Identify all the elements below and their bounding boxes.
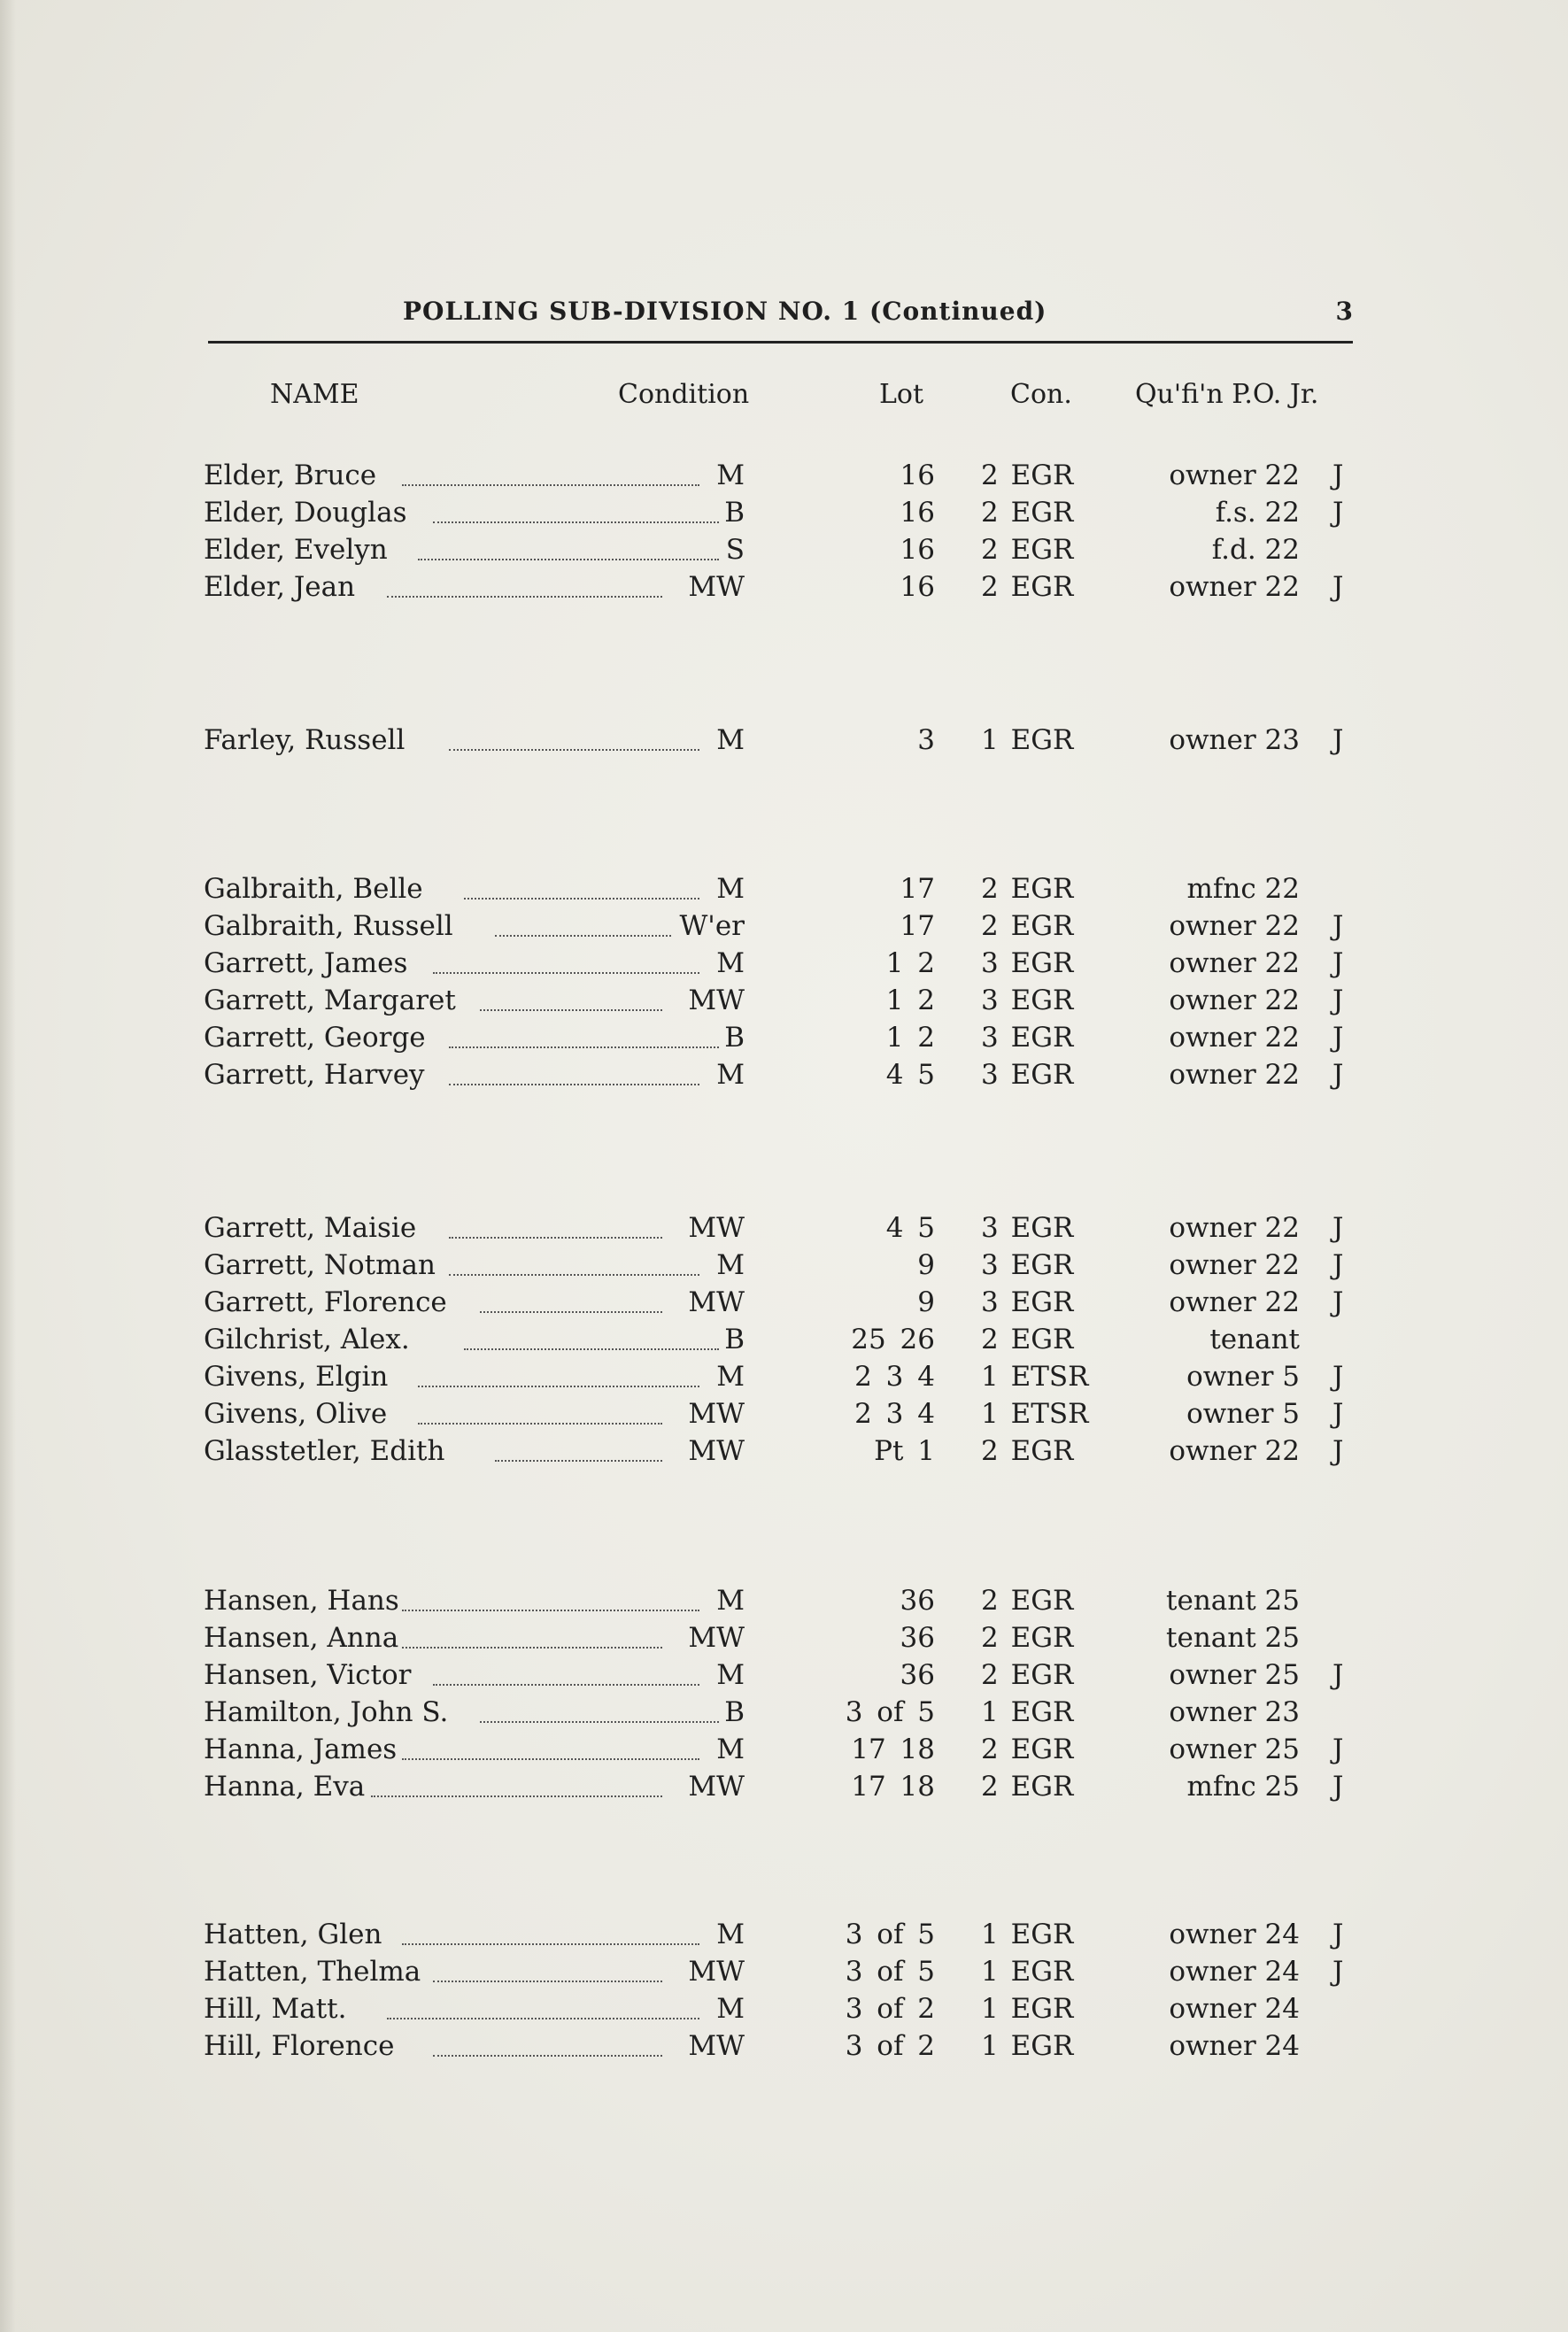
voter-qualification: owner 23: [1169, 724, 1300, 756]
voter-condition: MW: [688, 1286, 745, 1318]
voter-juror-mark: J: [1332, 1919, 1344, 1950]
voter-qualification: mfnc 25: [1186, 1771, 1300, 1803]
column-header-qualification: Qu'fi'n P.O. Jr.: [1135, 379, 1319, 410]
dotted-leader: [495, 935, 671, 937]
voter-qualification: owner 22: [1169, 910, 1300, 942]
voter-juror-mark: J: [1332, 724, 1344, 756]
voter-qualification: owner 23: [1169, 1696, 1300, 1728]
voter-concession: 2 EGR: [981, 1771, 1074, 1803]
voter-juror-mark: J: [1332, 1022, 1344, 1054]
voter-qualification: owner 22: [1169, 1212, 1300, 1244]
voter-juror-mark: J: [1332, 1249, 1344, 1281]
voter-qualification: owner 22: [1169, 1286, 1300, 1318]
voter-condition: M: [716, 459, 745, 491]
voter-concession: 2 EGR: [981, 1435, 1074, 1467]
voter-concession: 1 EGR: [981, 2030, 1074, 2062]
dotted-leader: [433, 972, 699, 974]
table-row: [0, 1022, 1568, 1059]
voter-condition: M: [716, 1059, 745, 1091]
voter-lot: 36: [900, 1585, 935, 1617]
voter-concession: 3 EGR: [981, 947, 1074, 979]
voter-lot: 16: [900, 459, 935, 491]
voter-lot: 9: [917, 1249, 935, 1281]
table-row: [0, 459, 1568, 497]
voter-juror-mark: J: [1332, 1212, 1344, 1244]
voter-qualification: owner 25: [1169, 1659, 1300, 1691]
voter-condition: B: [724, 1324, 745, 1355]
voter-juror-mark: J: [1332, 571, 1344, 603]
dotted-leader: [402, 484, 699, 486]
voter-lot: 3 of 5: [845, 1956, 935, 1988]
table-row: [0, 534, 1568, 571]
voter-juror-mark: J: [1332, 985, 1344, 1016]
voter-condition: S: [725, 534, 745, 566]
voter-juror-mark: J: [1332, 1398, 1344, 1430]
voter-name: Glasstetler, Edith: [204, 1435, 445, 1467]
page-number: 3: [1335, 297, 1353, 326]
voter-condition: M: [716, 873, 745, 905]
voter-concession: 3 EGR: [981, 1059, 1074, 1091]
dotted-leader: [433, 521, 719, 523]
voter-lot: 17: [900, 910, 935, 942]
dotted-leader: [449, 1237, 663, 1239]
page-title: POLLING SUB-DIVISION NO. 1 (Continued): [403, 297, 1047, 326]
voter-qualification: owner 24: [1169, 1956, 1300, 1988]
voter-lot: 16: [900, 497, 935, 529]
voter-name: Galbraith, Russell: [204, 910, 453, 942]
voter-lot: 4 5: [885, 1059, 935, 1091]
table-row: [0, 1435, 1568, 1472]
voter-condition: MW: [688, 2030, 745, 2062]
dotted-leader: [402, 1647, 662, 1649]
voter-name: Gilchrist, Alex.: [204, 1324, 410, 1355]
voter-name: Garrett, George: [204, 1022, 426, 1054]
voter-lot: Pt 1: [874, 1435, 935, 1467]
dotted-leader: [480, 1311, 663, 1313]
voter-condition: M: [716, 1585, 745, 1617]
voter-name: Elder, Jean: [204, 571, 356, 603]
voter-qualification: owner 22: [1169, 459, 1300, 491]
voter-name: Hansen, Anna: [204, 1622, 399, 1654]
voter-concession: 2 EGR: [981, 1734, 1074, 1765]
voter-name: Hansen, Victor: [204, 1659, 412, 1691]
dotted-leader: [387, 2018, 700, 2019]
dotted-leader: [402, 1610, 699, 1611]
dotted-leader: [402, 1758, 699, 1760]
voter-name: Garrett, Maisie: [204, 1212, 417, 1244]
voter-concession: 1 EGR: [981, 1993, 1074, 2025]
table-row: [0, 1361, 1568, 1398]
voter-juror-mark: J: [1332, 459, 1344, 491]
voter-lot: 1 2: [885, 985, 935, 1016]
dotted-leader: [495, 1460, 662, 1462]
voter-concession: 3 EGR: [981, 1249, 1074, 1281]
voter-concession: 2 EGR: [981, 1659, 1074, 1691]
dotted-leader: [402, 1943, 699, 1945]
voter-concession: 2 EGR: [981, 571, 1074, 603]
voter-name: Hill, Florence: [204, 2030, 395, 2062]
voter-condition: MW: [688, 1435, 745, 1467]
table-row: [0, 1919, 1568, 1956]
voter-name: Farley, Russell: [204, 724, 406, 756]
dotted-leader: [371, 1795, 662, 1797]
voter-qualification: owner 5: [1186, 1398, 1300, 1430]
voter-concession: 1 EGR: [981, 724, 1074, 756]
voter-lot: 17 18: [851, 1771, 935, 1803]
dotted-leader: [433, 1684, 699, 1686]
voter-condition: M: [716, 1919, 745, 1950]
voter-concession: 1 EGR: [981, 1696, 1074, 1728]
voter-concession: 1 EGR: [981, 1919, 1074, 1950]
voter-qualification: owner 22: [1169, 1249, 1300, 1281]
dotted-leader: [418, 559, 720, 560]
dotted-leader: [480, 1009, 663, 1011]
voter-lot: 17 18: [851, 1734, 935, 1765]
voter-concession: 3 EGR: [981, 1286, 1074, 1318]
voter-name: Garrett, Florence: [204, 1286, 447, 1318]
voter-lot: 36: [900, 1659, 935, 1691]
voter-juror-mark: J: [1332, 910, 1344, 942]
voter-qualification: f.d. 22: [1211, 534, 1300, 566]
table-row: [0, 497, 1568, 534]
table-row: [0, 571, 1568, 608]
voter-condition: MW: [688, 1398, 745, 1430]
table-row: [0, 1212, 1568, 1249]
voter-concession: 2 EGR: [981, 1324, 1074, 1355]
voter-concession: 3 EGR: [981, 985, 1074, 1016]
voter-name: Givens, Olive: [204, 1398, 388, 1430]
voter-condition: MW: [688, 1622, 745, 1654]
voter-name: Hatten, Glen: [204, 1919, 382, 1950]
voter-condition: MW: [688, 1956, 745, 1988]
voter-concession: 2 EGR: [981, 873, 1074, 905]
dotted-leader: [464, 1348, 719, 1350]
voter-condition: MW: [688, 1771, 745, 1803]
voter-lot: 3: [917, 724, 935, 756]
voter-qualification: mfnc 22: [1186, 873, 1300, 905]
voter-juror-mark: J: [1332, 1286, 1344, 1318]
voter-name: Garrett, Harvey: [204, 1059, 425, 1091]
dotted-leader: [449, 1274, 700, 1276]
voter-concession: 1 ETSR: [981, 1398, 1089, 1430]
voter-name: Garrett, Notman: [204, 1249, 436, 1281]
voter-qualification: owner 22: [1169, 571, 1300, 603]
voter-concession: 2 EGR: [981, 910, 1074, 942]
column-header-condition: Condition: [618, 379, 750, 410]
voter-juror-mark: J: [1332, 1771, 1344, 1803]
voter-juror-mark: J: [1332, 947, 1344, 979]
voter-condition: M: [716, 1659, 745, 1691]
voter-concession: 3 EGR: [981, 1212, 1074, 1244]
column-header-lot: Lot: [879, 379, 924, 410]
voter-concession: 2 EGR: [981, 459, 1074, 491]
voter-lot: 9: [917, 1286, 935, 1318]
dotted-leader: [387, 596, 663, 598]
voter-condition: M: [716, 1361, 745, 1393]
voter-name: Hanna, James: [204, 1734, 398, 1765]
table-row: [0, 873, 1568, 910]
voter-name: Hansen, Hans: [204, 1585, 399, 1617]
table-row: [0, 1324, 1568, 1361]
voter-name: Hill, Matt.: [204, 1993, 347, 2025]
voter-juror-mark: J: [1332, 1734, 1344, 1765]
voter-juror-mark: J: [1332, 1659, 1344, 1691]
voter-name: Elder, Douglas: [204, 497, 407, 529]
voter-qualification: tenant: [1209, 1324, 1300, 1355]
dotted-leader: [480, 1721, 720, 1723]
table-row: [0, 1585, 1568, 1622]
voter-condition: B: [724, 497, 745, 529]
dotted-leader: [449, 1046, 720, 1048]
table-row: [0, 985, 1568, 1022]
voter-name: Garrett, Margaret: [204, 985, 456, 1016]
voter-juror-mark: J: [1332, 1956, 1344, 1988]
voter-lot: 2 3 4: [854, 1398, 935, 1430]
voter-qualification: tenant 25: [1166, 1585, 1300, 1617]
voter-lot: 2 3 4: [854, 1361, 935, 1393]
column-header-con: Con.: [1010, 379, 1072, 410]
voter-lot: 1 2: [885, 1022, 935, 1054]
voter-juror-mark: J: [1332, 1361, 1344, 1393]
voter-name: Givens, Elgin: [204, 1361, 389, 1393]
voter-lot: 4 5: [885, 1212, 935, 1244]
voter-concession: 1 ETSR: [981, 1361, 1089, 1393]
voter-lot: 1 2: [885, 947, 935, 979]
voter-lot: 3 of 5: [845, 1919, 935, 1950]
voter-name: Galbraith, Belle: [204, 873, 423, 905]
voter-name: Garrett, James: [204, 947, 408, 979]
voter-condition: M: [716, 1993, 745, 2025]
dotted-leader: [449, 749, 700, 751]
table-row: [0, 1696, 1568, 1734]
voter-qualification: owner 22: [1169, 947, 1300, 979]
table-row: [0, 910, 1568, 947]
table-row: [0, 1398, 1568, 1435]
voter-name: Elder, Evelyn: [204, 534, 388, 566]
voter-lot: 17: [900, 873, 935, 905]
column-header-name: NAME: [270, 379, 359, 410]
voter-qualification: owner 5: [1186, 1361, 1300, 1393]
voter-juror-mark: J: [1332, 1059, 1344, 1091]
voter-condition: M: [716, 1249, 745, 1281]
voter-concession: 3 EGR: [981, 1022, 1074, 1054]
voter-lot: 16: [900, 534, 935, 566]
voter-condition: W'er: [679, 910, 745, 942]
voter-concession: 1 EGR: [981, 1956, 1074, 1988]
dotted-leader: [433, 1981, 662, 1982]
voter-lot: 3 of 2: [845, 2030, 935, 2062]
voter-juror-mark: J: [1332, 497, 1344, 529]
table-row: [0, 1059, 1568, 1096]
voter-juror-mark: J: [1332, 1435, 1344, 1467]
voter-lot: 16: [900, 571, 935, 603]
dotted-leader: [418, 1423, 663, 1425]
voter-qualification: f.s. 22: [1215, 497, 1300, 529]
voter-concession: 2 EGR: [981, 1622, 1074, 1654]
voter-condition: M: [716, 724, 745, 756]
voter-condition: B: [724, 1022, 745, 1054]
dotted-leader: [449, 1084, 700, 1085]
table-row: [0, 1734, 1568, 1771]
table-row: [0, 1622, 1568, 1659]
voter-qualification: owner 22: [1169, 1059, 1300, 1091]
voter-concession: 2 EGR: [981, 497, 1074, 529]
voter-lot: 3 of 5: [845, 1696, 935, 1728]
voter-condition: MW: [688, 1212, 745, 1244]
voter-qualification: owner 25: [1169, 1734, 1300, 1765]
voter-name: Hatten, Thelma: [204, 1956, 421, 1988]
voter-qualification: owner 22: [1169, 1022, 1300, 1054]
voter-qualification: owner 24: [1169, 1993, 1300, 2025]
voter-condition: B: [724, 1696, 745, 1728]
voter-qualification: owner 24: [1169, 1919, 1300, 1950]
table-row: [0, 724, 1568, 761]
voter-condition: M: [716, 1734, 745, 1765]
dotted-leader: [418, 1386, 700, 1387]
dotted-leader: [464, 898, 699, 900]
dotted-leader: [433, 2055, 662, 2057]
table-row: [0, 2030, 1568, 2067]
voter-qualification: tenant 25: [1166, 1622, 1300, 1654]
voter-concession: 2 EGR: [981, 534, 1074, 566]
voter-qualification: owner 24: [1169, 2030, 1300, 2062]
voter-concession: 2 EGR: [981, 1585, 1074, 1617]
voter-qualification: owner 22: [1169, 985, 1300, 1016]
voter-condition: M: [716, 947, 745, 979]
voter-name: Elder, Bruce: [204, 459, 377, 491]
table-row: [0, 1286, 1568, 1324]
voter-qualification: owner 22: [1169, 1435, 1300, 1467]
table-row: [0, 947, 1568, 985]
voter-lot: 25 26: [851, 1324, 935, 1355]
table-row: [0, 1993, 1568, 2030]
table-row: [0, 1771, 1568, 1808]
voter-lot: 36: [900, 1622, 935, 1654]
table-row: [0, 1956, 1568, 1993]
voter-lot: 3 of 2: [845, 1993, 935, 2025]
table-row: [0, 1659, 1568, 1696]
voter-condition: MW: [688, 985, 745, 1016]
voter-name: Hanna, Eva: [204, 1771, 366, 1803]
page-header: [208, 297, 1353, 344]
table-row: [0, 1249, 1568, 1286]
voter-condition: MW: [688, 571, 745, 603]
voter-name: Hamilton, John S.: [204, 1696, 449, 1728]
